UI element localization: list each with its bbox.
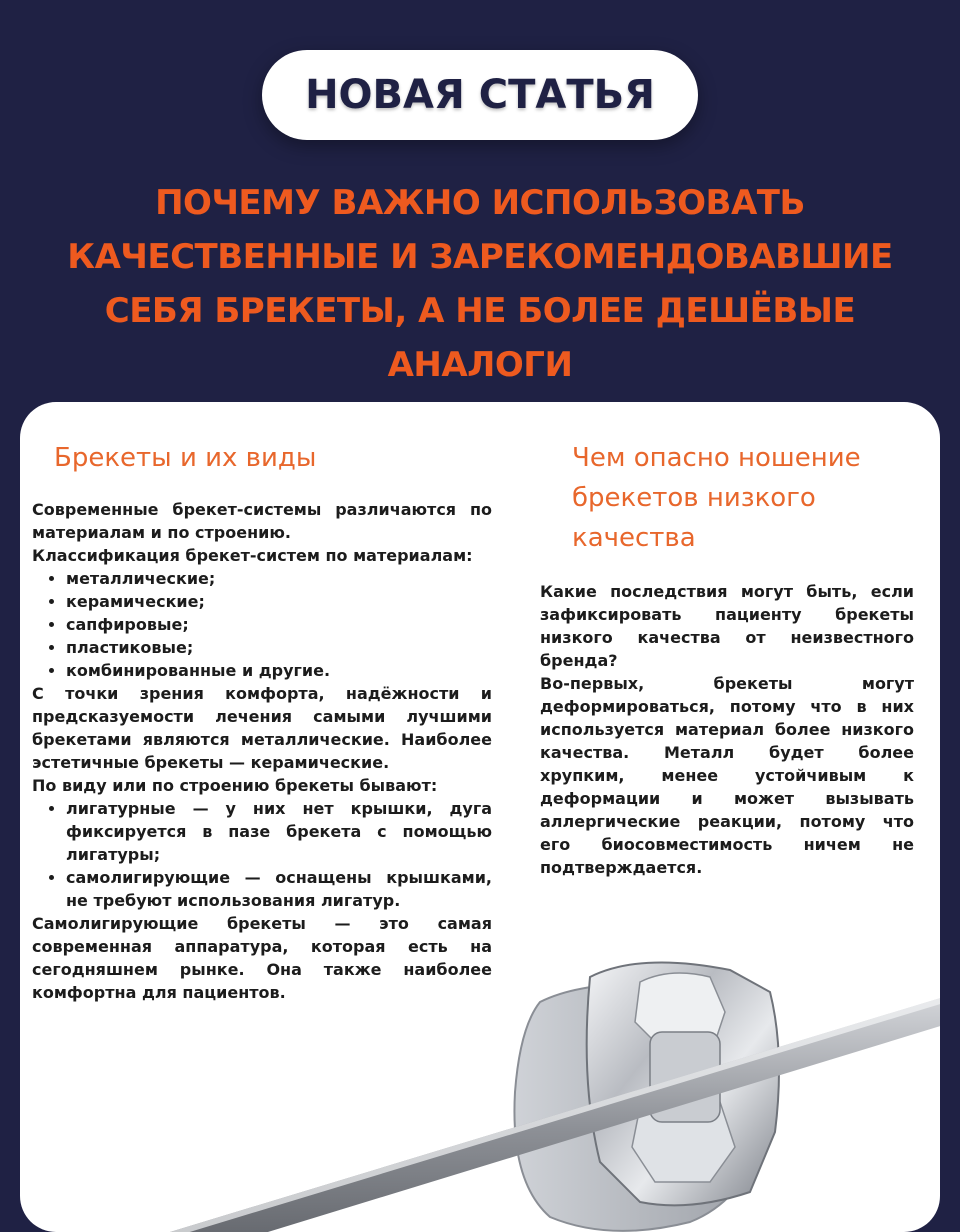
- paragraph: С точки зрения комфорта, надёжности и предсказуемости лечения самыми лучшими брекетами являются металлические. Наиболее эстетичные брекеты — керамические.: [32, 684, 492, 772]
- list-item: • керамические;: [66, 590, 492, 613]
- badge-text: НОВАЯ СТАТЬЯ: [305, 72, 655, 118]
- list-item: • лигатурные — у них нет крышки, дуга фиксируется в пазе брекета с помощью лигатуры;: [66, 797, 492, 866]
- list-item: • сапфировые;: [66, 613, 492, 636]
- right-section-title: Чем опасно ношение брекетов низкого качества: [572, 443, 861, 553]
- paragraph: По виду или по строению брекеты бывают:: [32, 776, 438, 795]
- left-section-body: [32, 498, 492, 1004]
- paragraph: Самолигирующие брекеты — это самая современная аппаратура, которая есть на сегодняшнем рынке. Она также наиболее комфортна для пациентов.: [32, 914, 492, 1002]
- headline: [20, 176, 940, 392]
- content-card: [20, 402, 940, 1232]
- list-item: • металлические;: [66, 567, 492, 590]
- headline-line: КАЧЕСТВЕННЫЕ И ЗАРЕКОМЕНДОВАВШИЕ: [67, 237, 893, 277]
- headline-line: СЕБЯ БРЕКЕТЫ, А НЕ БОЛЕЕ ДЕШЁВЫЕ: [104, 291, 856, 331]
- headline-line: ПОЧЕМУ ВАЖНО ИСПОЛЬЗОВАТЬ: [155, 183, 805, 223]
- left-section-title: Брекеты и их виды: [54, 443, 317, 473]
- right-section-body: [540, 580, 914, 879]
- list-item: • комбинированные и другие.: [66, 659, 492, 682]
- new-article-badge: [262, 50, 698, 140]
- paragraph: Современные брекет-системы различаются по материалам и по строению.: [32, 500, 492, 542]
- headline-line: АНАЛОГИ: [387, 345, 573, 385]
- paragraph: Во-первых, брекеты могут деформироваться, потому что в них используется материал более низкого качества. Металл будет более хрупким, менее устойчивым к деформации и может вызывать аллергические реакции, потому что его биосовместимость ничем не подтверждается.: [540, 674, 914, 877]
- paragraph: Классификация брекет-систем по материалам:: [32, 546, 473, 565]
- list-item: • пластиковые;: [66, 636, 492, 659]
- types-list: [32, 797, 492, 912]
- paragraph: Какие последствия могут быть, если зафиксировать пациенту брекеты низкого качества от неизвестного бренда?: [540, 582, 914, 670]
- bracket-illustration: [170, 932, 940, 1232]
- materials-list: [32, 567, 492, 682]
- list-item: • самолигирующие — оснащены крышками, не требуют использования лигатур.: [66, 866, 492, 912]
